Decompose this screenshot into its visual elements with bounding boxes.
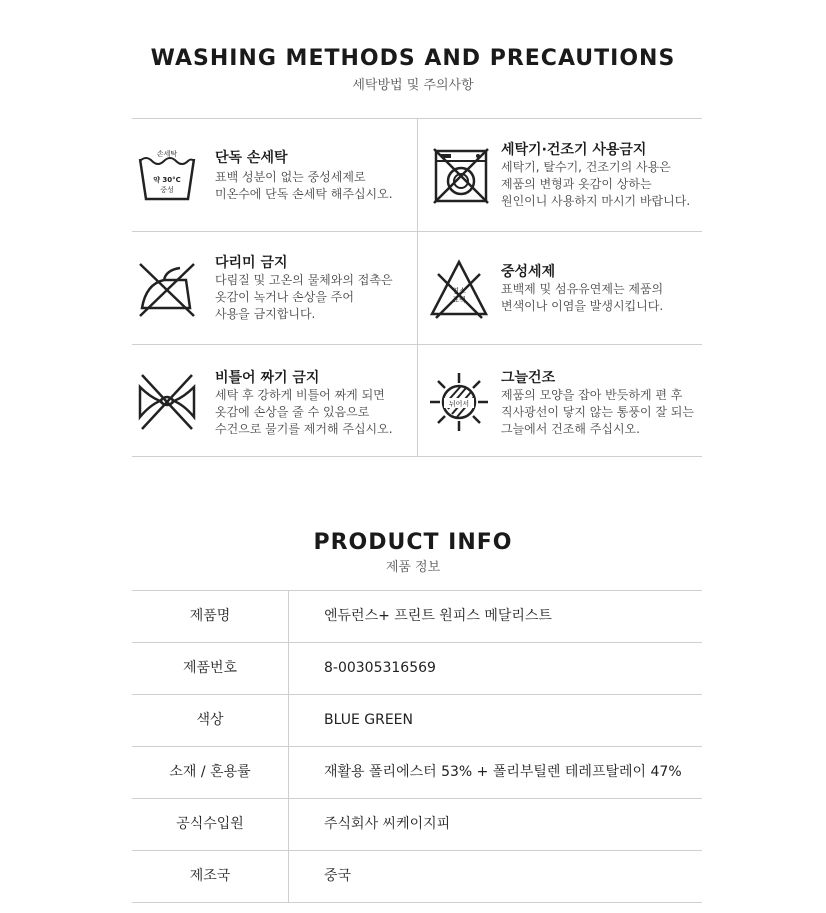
no-bleach-icon xyxy=(428,258,490,320)
care-item-no-machine xyxy=(418,119,703,231)
table-row xyxy=(132,747,702,799)
table-row xyxy=(132,851,702,903)
shade-dry-icon-label: 뉘어서 xyxy=(448,400,470,408)
hand-wash-icon-detergent: 중성 xyxy=(160,186,174,194)
hand-wash-icon-label: 손세탁 xyxy=(156,150,178,158)
row-label: 색상 xyxy=(132,695,289,746)
no-bleach-icon-label: 염소 xyxy=(452,287,466,295)
row-value: BLUE GREEN xyxy=(324,712,413,728)
row-label: 공식수입원 xyxy=(132,799,289,850)
care-item-title: 비틀어 짜기 금지 xyxy=(215,370,320,386)
row-label: 제조국 xyxy=(132,851,289,902)
no-iron-icon xyxy=(136,258,198,320)
care-item-title: 중성세제 xyxy=(501,264,556,280)
row-label: 소재 / 혼용률 xyxy=(132,747,289,798)
care-item-title: 세탁기·건조기 사용금지 xyxy=(501,142,647,158)
care-item-title: 그늘건조 xyxy=(501,370,556,386)
care-item-desc: 표백 성분이 없는 중성세제로 미온수에 단독 손세탁 해주십시오. xyxy=(215,170,393,201)
table-row xyxy=(132,643,702,695)
row-value: 8-00305316569 xyxy=(324,660,436,676)
care-item-no-iron xyxy=(132,232,417,344)
care-item-desc: 세탁 후 강하게 비틀어 짜게 되면 옷감에 손상을 줄 수 있음으로 수건으로 물기를 제거해 주십시오. xyxy=(215,388,393,436)
care-item-desc: 표백제 및 섬유유연제는 제품의 변색이나 이염을 발생시킵니다. xyxy=(501,282,664,313)
care-item-desc: 제품의 모양을 잡아 반듯하게 편 후 직사광선이 닿지 않는 통풍이 잘 되는 그늘에서 건조해 주십시오. xyxy=(501,388,694,436)
row-value: 재활용 폴리에스터 53% + 폴리부틸렌 테레프탈레이 47% xyxy=(324,764,682,780)
table-row xyxy=(132,799,702,851)
care-item-desc: 세탁기, 탈수기, 건조기의 사용은 제품의 변형과 옷감이 상하는 원인이니 사용하지 마시기 바랍니다. xyxy=(501,160,691,208)
care-item-desc: 다림질 및 고온의 물체와의 접촉은 옷감이 녹거나 손상을 주어 사용을 금지합니다. xyxy=(215,273,393,321)
product-section-title: PRODUCT INFO xyxy=(313,530,513,555)
row-value: 주식회사 씨케이지피 xyxy=(324,816,451,832)
hand-wash-icon-temp: 약 30°C xyxy=(153,176,181,184)
product-section-subtitle: 제품 정보 xyxy=(385,560,441,575)
row-label: 제품번호 xyxy=(132,643,289,694)
washing-section-title: WASHING METHODS AND PRECAUTIONS xyxy=(150,46,676,71)
care-item-hand-wash xyxy=(132,119,417,231)
washing-section-subtitle: 세탁방법 및 주의사항 xyxy=(352,78,474,93)
table-row xyxy=(132,590,702,643)
care-item-shade-dry xyxy=(418,345,703,457)
product-info-table xyxy=(132,590,702,903)
care-item-neutral-detergent xyxy=(418,232,703,344)
care-item-title: 다리미 금지 xyxy=(215,255,288,271)
no-wring-icon xyxy=(136,371,198,433)
care-item-no-wring xyxy=(132,345,417,457)
table-row xyxy=(132,695,702,747)
no-bleach-icon-label: 표백 xyxy=(452,296,466,304)
no-machine-wash-icon xyxy=(430,145,492,207)
care-item-title: 단독 손세탁 xyxy=(215,150,288,166)
shade-dry-icon xyxy=(428,371,490,433)
hand-wash-icon xyxy=(136,145,198,207)
row-value: 엔듀런스+ 프린트 원피스 메달리스트 xyxy=(324,608,552,624)
row-value: 중국 xyxy=(324,868,352,884)
row-label: 제품명 xyxy=(132,591,289,642)
